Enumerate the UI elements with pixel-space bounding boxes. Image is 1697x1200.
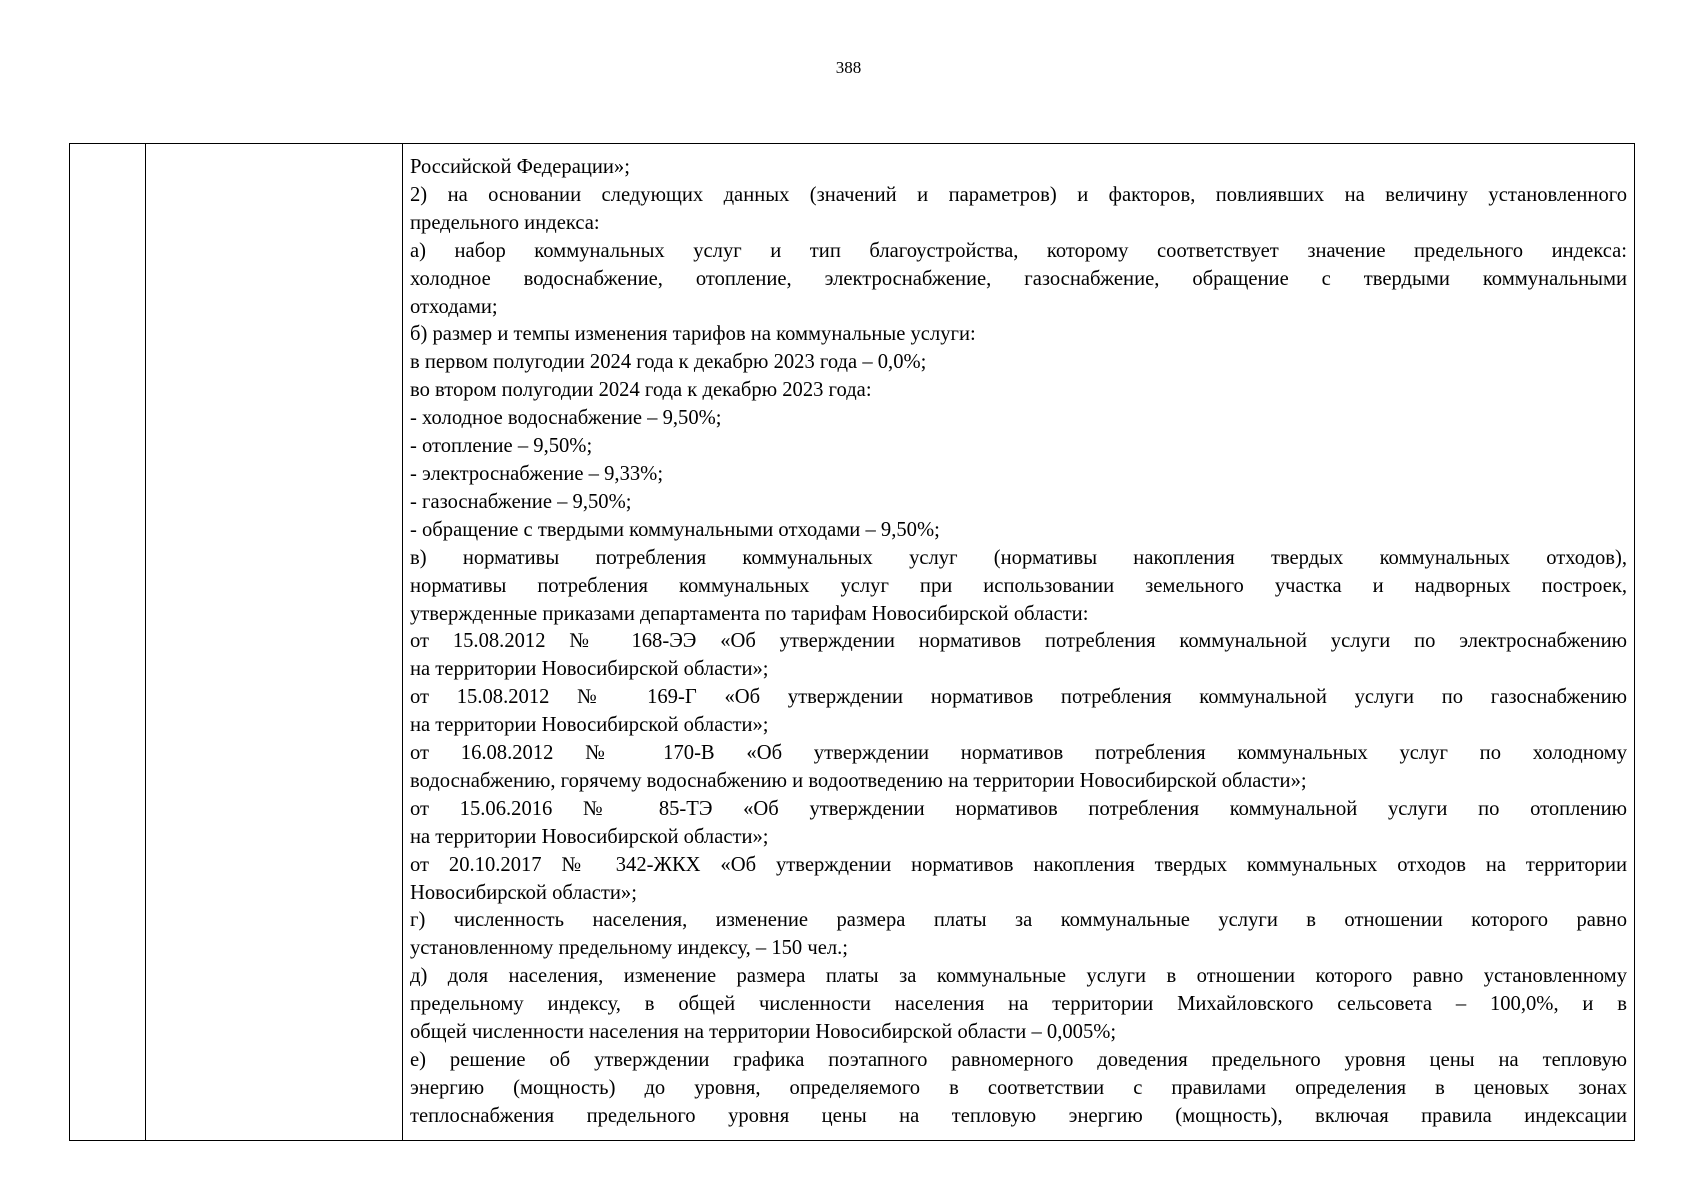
content-line: отходами; [410,295,498,318]
content-line: на территории Новосибирской области»; [410,714,769,737]
content-line: г) численность населения, изменение размера платы за коммунальные услуги в отношении которого равно [410,909,1627,932]
content-line: от 15.06.2016 № 85-ТЭ «Об утверждении нормативов потребления коммунальной услуги по отоплению [410,797,1627,820]
content-line: д) доля населения, изменение размера платы за коммунальные услуги в отношении которого равно установленному [410,965,1627,988]
content-line: - отопление – 9,50%; [410,435,593,458]
content-line: теплоснабжения предельного уровня цены на тепловую энергию (мощность), включая правила индексации [410,1104,1627,1127]
content-line: б) размер и темпы изменения тарифов на коммунальные услуги: [410,323,976,346]
content-line: от 15.08.2012 № 168-ЭЭ «Об утверждении нормативов потребления коммунальной услуги по электроснабжению [410,630,1627,653]
content-line: - холодное водоснабжение – 9,50%; [410,407,722,430]
table-column-name [146,144,403,1140]
table-column-content [403,144,1634,1140]
content-line: а) набор коммунальных услуг и тип благоустройства, которому соответствует значение предельного индекса: [410,239,1627,262]
page-number: 388 [835,58,862,77]
content-line: установленному предельному индексу, – 150 чел.; [410,937,848,960]
content-line: нормативы потребления коммунальных услуг при использовании земельного участка и надворных построек, [410,574,1627,597]
table-column-number [70,144,146,1140]
document-table [69,143,1635,1141]
content-line: энергию (мощность) до уровня, определяемого в соответствии с правилами определения в ценовых зонах [410,1076,1627,1099]
content-line: на территории Новосибирской области»; [410,825,769,848]
content-line: предельному индексу, в общей численности населения на территории Михайловского сельсовета – 100,0%, и в [410,993,1627,1016]
content-line: е) решение об утверждении графика поэтапного равномерного доведения предельного уровня цены на тепловую [410,1049,1627,1071]
content-line: утвержденные приказами департамента по тарифам Новосибирской области: [410,602,1089,625]
content-line: - обращение с твердыми коммунальными отходами – 9,50%; [410,518,940,541]
content-line: в первом полугодии 2024 года к декабрю 2023 года – 0,0%; [410,351,927,374]
content-line: общей численности населения на территории Новосибирской области – 0,005%; [410,1021,1117,1044]
content-line: от 16.08.2012 № 170-В «Об утверждении нормативов потребления коммунальных услуг по холодному [410,742,1627,765]
content-line: - электроснабжение – 9,33%; [410,462,664,485]
content-line: от 20.10.2017 № 342-ЖКХ «Об утверждении нормативов накопления твердых коммунальных отходов на территории [410,853,1627,876]
content-line: от 15.08.2012 № 169-Г «Об утверждении нормативов потребления коммунальной услуги по газоснабжению [410,686,1627,709]
content-line: водоснабжению, горячему водоснабжению и водоотведению на территории Новосибирской области»; [410,769,1307,792]
content-line: на территории Новосибирской области»; [410,658,769,681]
content-line: в) нормативы потребления коммунальных услуг (нормативы накопления твердых коммунальных отходов), [410,546,1627,569]
content-line: во втором полугодии 2024 года к декабрю 2023 года: [410,379,872,402]
content-line: Новосибирской области»; [410,881,637,904]
content-line: предельного индекса: [410,211,600,234]
content-line: Российской Федерации»; [410,156,630,178]
content-line: холодное водоснабжение, отопление, электроснабжение, газоснабжение, обращение с твердыми коммунальными [410,267,1627,290]
content-line: 2) на основании следующих данных (значений и параметров) и факторов, повлиявших на величину установленного [410,183,1627,206]
content-line: - газоснабжение – 9,50%; [410,490,632,513]
